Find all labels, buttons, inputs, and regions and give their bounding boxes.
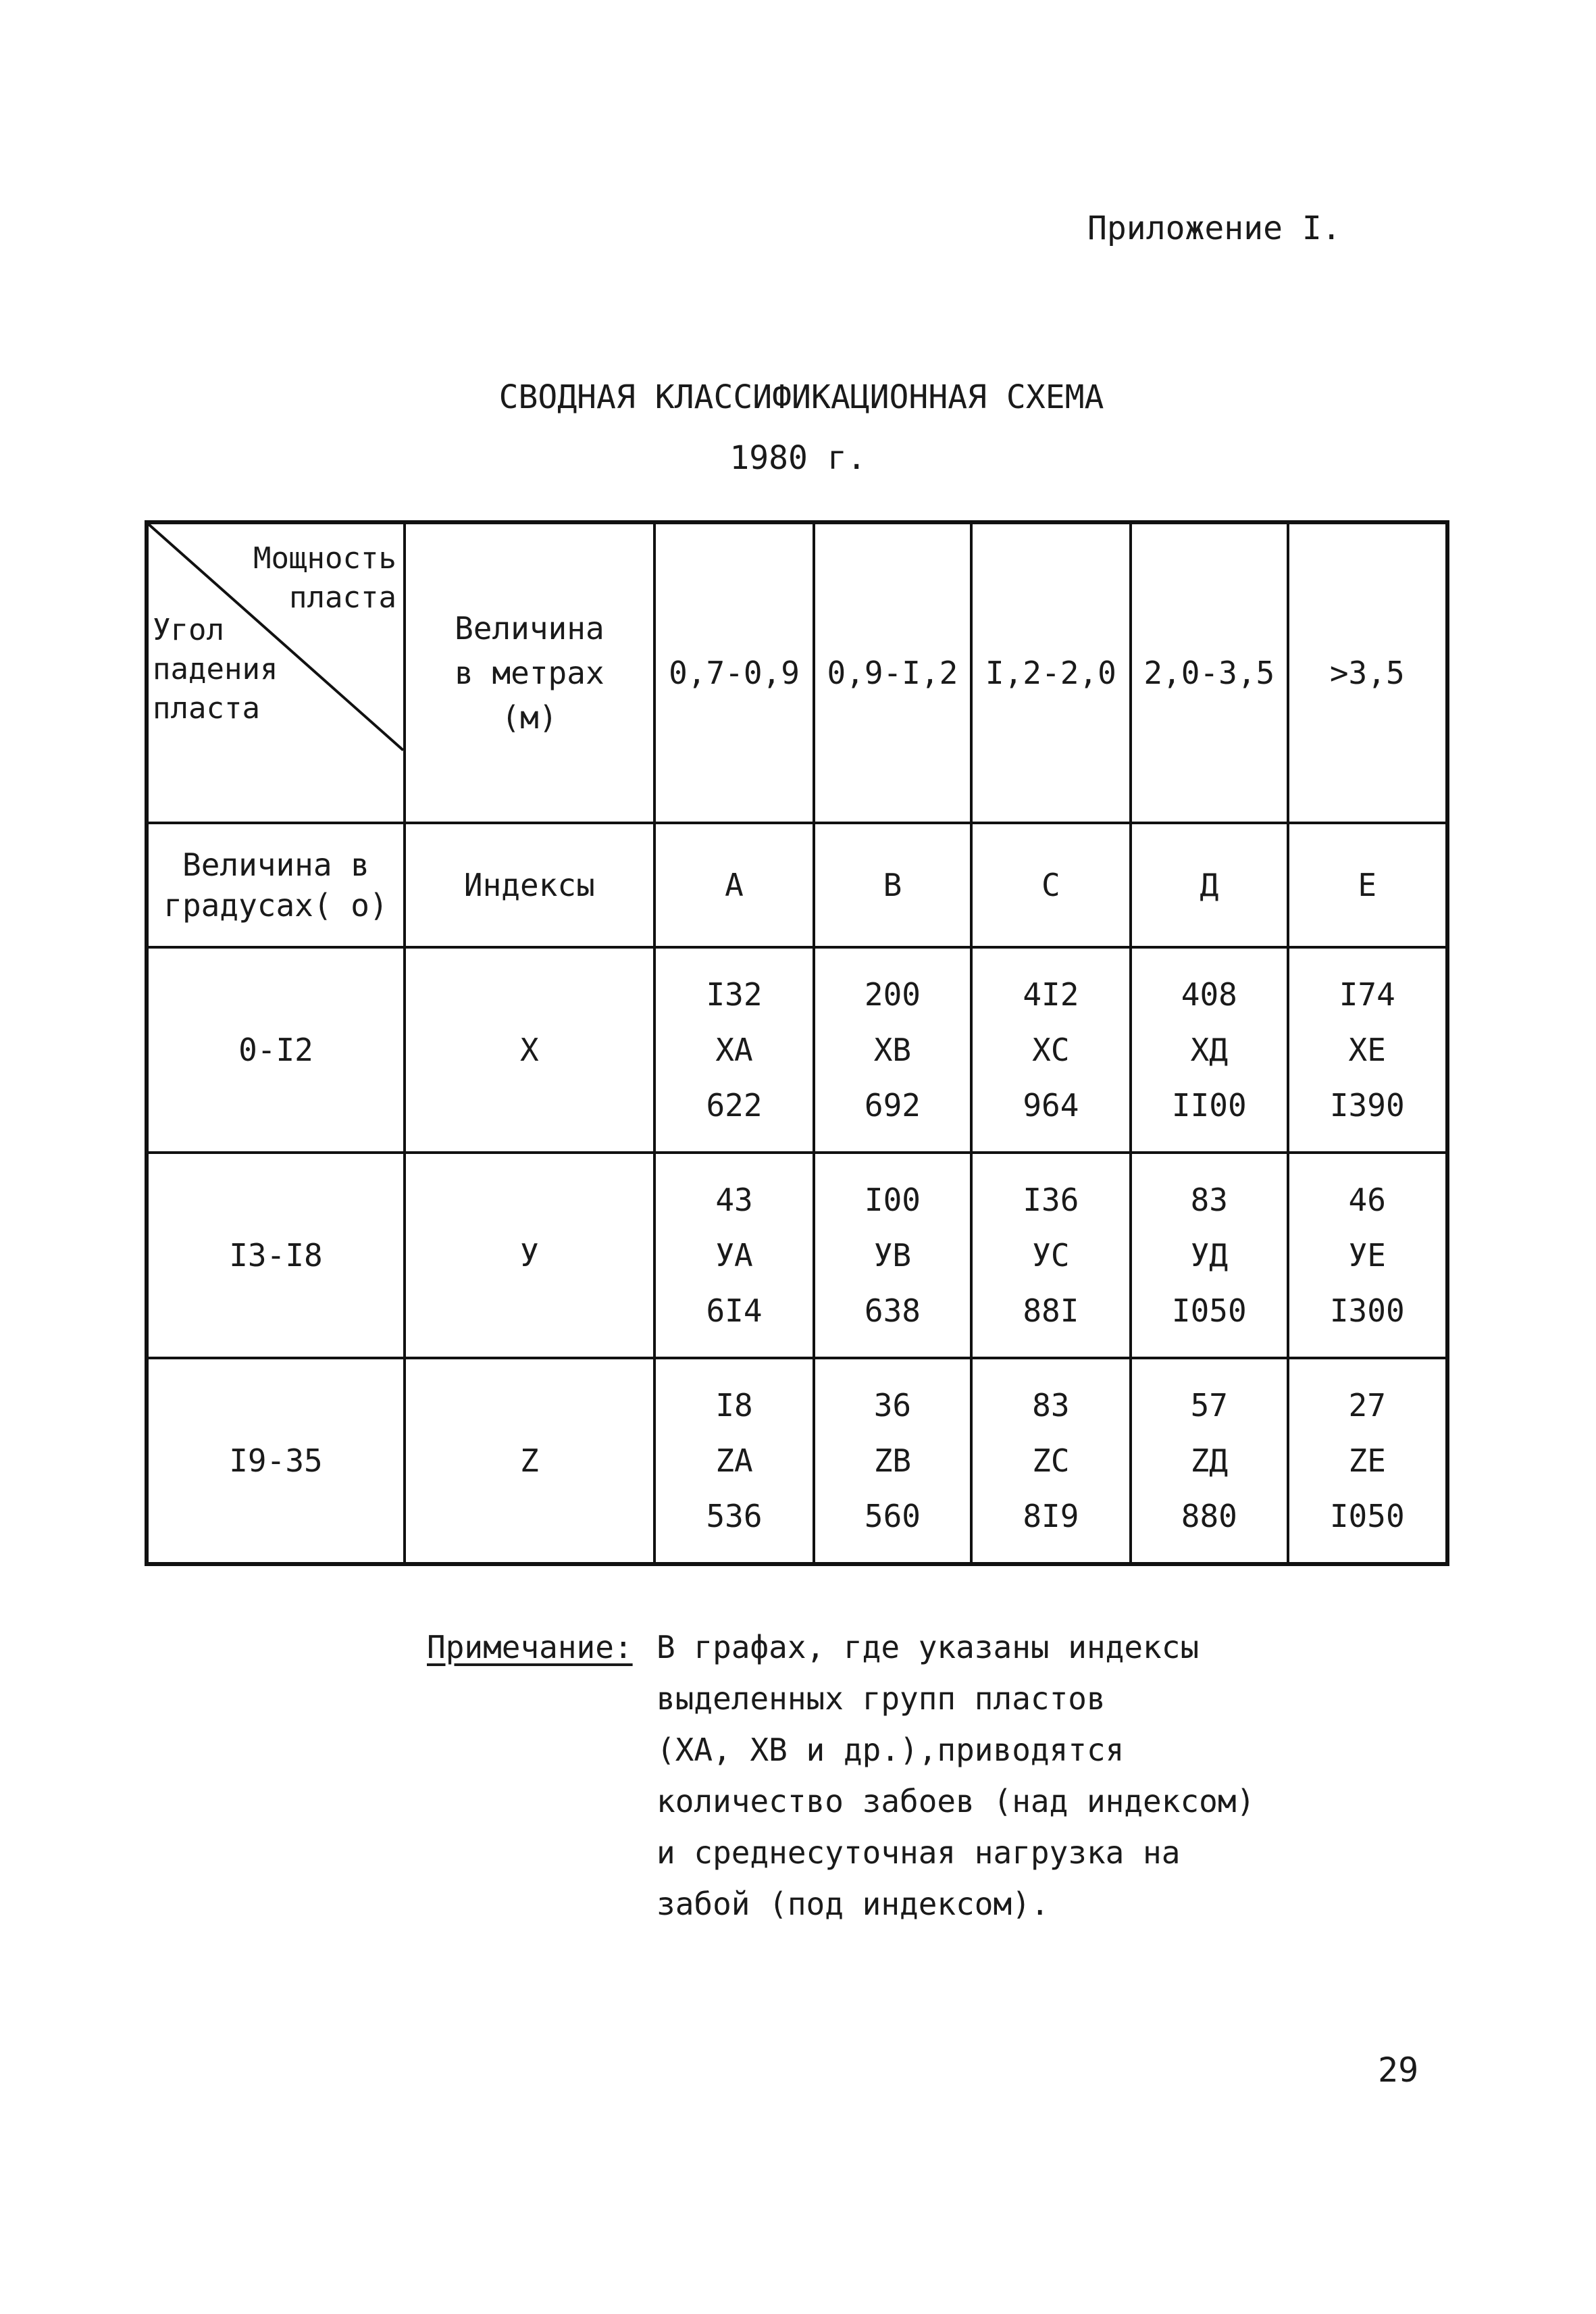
group-code: ZB <box>873 1442 912 1479</box>
data-row <box>147 947 1447 1153</box>
group-code: УA <box>715 1237 753 1274</box>
page-year: 1980 г. <box>729 439 867 477</box>
data-cell <box>1131 1358 1287 1564</box>
faces-count: 408 <box>1181 976 1237 1013</box>
group-code: ZA <box>715 1442 753 1479</box>
angle-range-label: I3-I8 <box>229 1237 323 1274</box>
column-index-label: Д <box>1200 867 1219 903</box>
daily-load: I050 <box>1171 1292 1247 1329</box>
column-index-label: C <box>1041 867 1060 903</box>
faces-count: 83 <box>1032 1387 1070 1424</box>
daily-load: 560 <box>864 1498 921 1534</box>
angle-range-label: I9-35 <box>229 1442 323 1479</box>
index-header-cell <box>405 823 654 947</box>
group-code: УE <box>1348 1237 1386 1274</box>
index-row <box>147 823 1447 947</box>
page-number: 29 <box>1378 2051 1419 2090</box>
note-text: В графах, где указаны индексы выделенных групп пластов (ХА, ХВ и др.),приводятся количество забоев (над индексом) и среднесуточная нагрузка на забой (под индексом). <box>657 1629 1256 1922</box>
faces-count: 27 <box>1348 1387 1386 1424</box>
daily-load: II00 <box>1171 1087 1247 1124</box>
daily-load: 880 <box>1181 1498 1237 1534</box>
group-code: ZД <box>1190 1442 1228 1479</box>
data-cell <box>1131 947 1287 1153</box>
angle-range-cell <box>147 1358 405 1564</box>
row-index-cell <box>405 1358 654 1564</box>
corner-header-cell <box>147 522 405 823</box>
row-index-label: X <box>520 1032 539 1068</box>
note-label: Примечание: <box>427 1629 633 1665</box>
row-index-cell <box>405 947 654 1153</box>
faces-count: 57 <box>1190 1387 1228 1424</box>
thickness-range-cell <box>654 522 814 823</box>
index-header-label: Индексы <box>463 867 595 903</box>
size-header-cell <box>405 522 654 823</box>
thickness-range-cell <box>814 522 971 823</box>
row-index-label: Z <box>520 1442 539 1479</box>
row-index-cell <box>405 1153 654 1358</box>
faces-count: I8 <box>715 1387 753 1424</box>
angle-header-cell <box>147 823 405 947</box>
group-code: XД <box>1190 1032 1228 1068</box>
thickness-range-cell <box>971 522 1131 823</box>
group-code: XB <box>873 1032 912 1068</box>
faces-count: 4I2 <box>1023 976 1079 1013</box>
data-cell <box>654 1153 814 1358</box>
data-cell <box>1131 1153 1287 1358</box>
group-code: XA <box>715 1032 753 1068</box>
thickness-range-cell <box>1131 522 1287 823</box>
data-cell <box>1288 1153 1448 1358</box>
column-index-label: A <box>725 867 744 903</box>
daily-load: I300 <box>1329 1292 1405 1329</box>
row-index-label: У <box>520 1237 539 1274</box>
header-row <box>147 522 1447 823</box>
corner-thickness-label: Мощность пласта <box>253 541 396 615</box>
data-cell <box>1288 947 1448 1153</box>
group-code: XC <box>1032 1032 1070 1068</box>
faces-count: 36 <box>873 1387 912 1424</box>
data-row <box>147 1153 1447 1358</box>
faces-count: 83 <box>1190 1182 1228 1218</box>
angle-range-cell <box>147 1153 405 1358</box>
appendix-label: Приложение I. <box>1087 209 1341 247</box>
daily-load: 536 <box>706 1498 763 1534</box>
column-index-label: B <box>883 867 902 903</box>
data-cell <box>654 1358 814 1564</box>
daily-load: 88I <box>1023 1292 1079 1329</box>
daily-load: 6I4 <box>706 1292 763 1329</box>
data-cell <box>971 947 1131 1153</box>
data-cell <box>814 1358 971 1564</box>
angle-range-label: 0-I2 <box>238 1032 313 1068</box>
data-cell <box>814 947 971 1153</box>
group-code: ZE <box>1348 1442 1386 1479</box>
footnote <box>427 1621 1256 1922</box>
corner-angle-label: Угол падения пласта <box>153 613 278 726</box>
data-cell <box>654 947 814 1153</box>
daily-load: 964 <box>1023 1087 1079 1124</box>
data-cell <box>814 1153 971 1358</box>
page-title: СВОДНАЯ КЛАССИФИКАЦИОННАЯ СХЕМА <box>498 378 1104 416</box>
daily-load: 692 <box>864 1087 921 1124</box>
classification-table <box>145 520 1449 1566</box>
data-row <box>147 1358 1447 1564</box>
thickness-range-cell <box>1288 522 1448 823</box>
faces-count: 43 <box>715 1182 753 1218</box>
angle-header-label: Величина в градусах( о) <box>163 847 388 924</box>
angle-range-cell <box>147 947 405 1153</box>
group-code: ZC <box>1032 1442 1070 1479</box>
group-code: УB <box>873 1237 912 1274</box>
data-cell <box>1288 1358 1448 1564</box>
thickness-range-label: 0,9-I,2 <box>827 655 958 691</box>
daily-load: 622 <box>706 1087 763 1124</box>
column-index-cell <box>1288 823 1448 947</box>
faces-count: I74 <box>1339 976 1395 1013</box>
column-index-label: E <box>1358 867 1377 903</box>
group-code: УД <box>1190 1237 1228 1274</box>
column-index-cell <box>1131 823 1287 947</box>
faces-count: I32 <box>706 976 763 1013</box>
group-code: УC <box>1032 1237 1070 1274</box>
group-code: XE <box>1348 1032 1386 1068</box>
daily-load: I390 <box>1329 1087 1405 1124</box>
column-index-cell <box>814 823 971 947</box>
data-cell <box>971 1153 1131 1358</box>
faces-count: I36 <box>1023 1182 1079 1218</box>
thickness-range-label: >3,5 <box>1329 655 1405 691</box>
size-header-label: Величина в метрах (м) <box>455 610 604 736</box>
daily-load: 8I9 <box>1023 1498 1079 1534</box>
faces-count: 200 <box>864 976 921 1013</box>
faces-count: 46 <box>1348 1182 1386 1218</box>
thickness-range-label: 0,7-0,9 <box>669 655 800 691</box>
faces-count: I00 <box>864 1182 921 1218</box>
column-index-cell <box>654 823 814 947</box>
data-cell <box>971 1358 1131 1564</box>
daily-load: I050 <box>1329 1498 1405 1534</box>
thickness-range-label: 2,0-3,5 <box>1143 655 1275 691</box>
daily-load: 638 <box>864 1292 921 1329</box>
column-index-cell <box>971 823 1131 947</box>
thickness-range-label: I,2-2,0 <box>985 655 1116 691</box>
